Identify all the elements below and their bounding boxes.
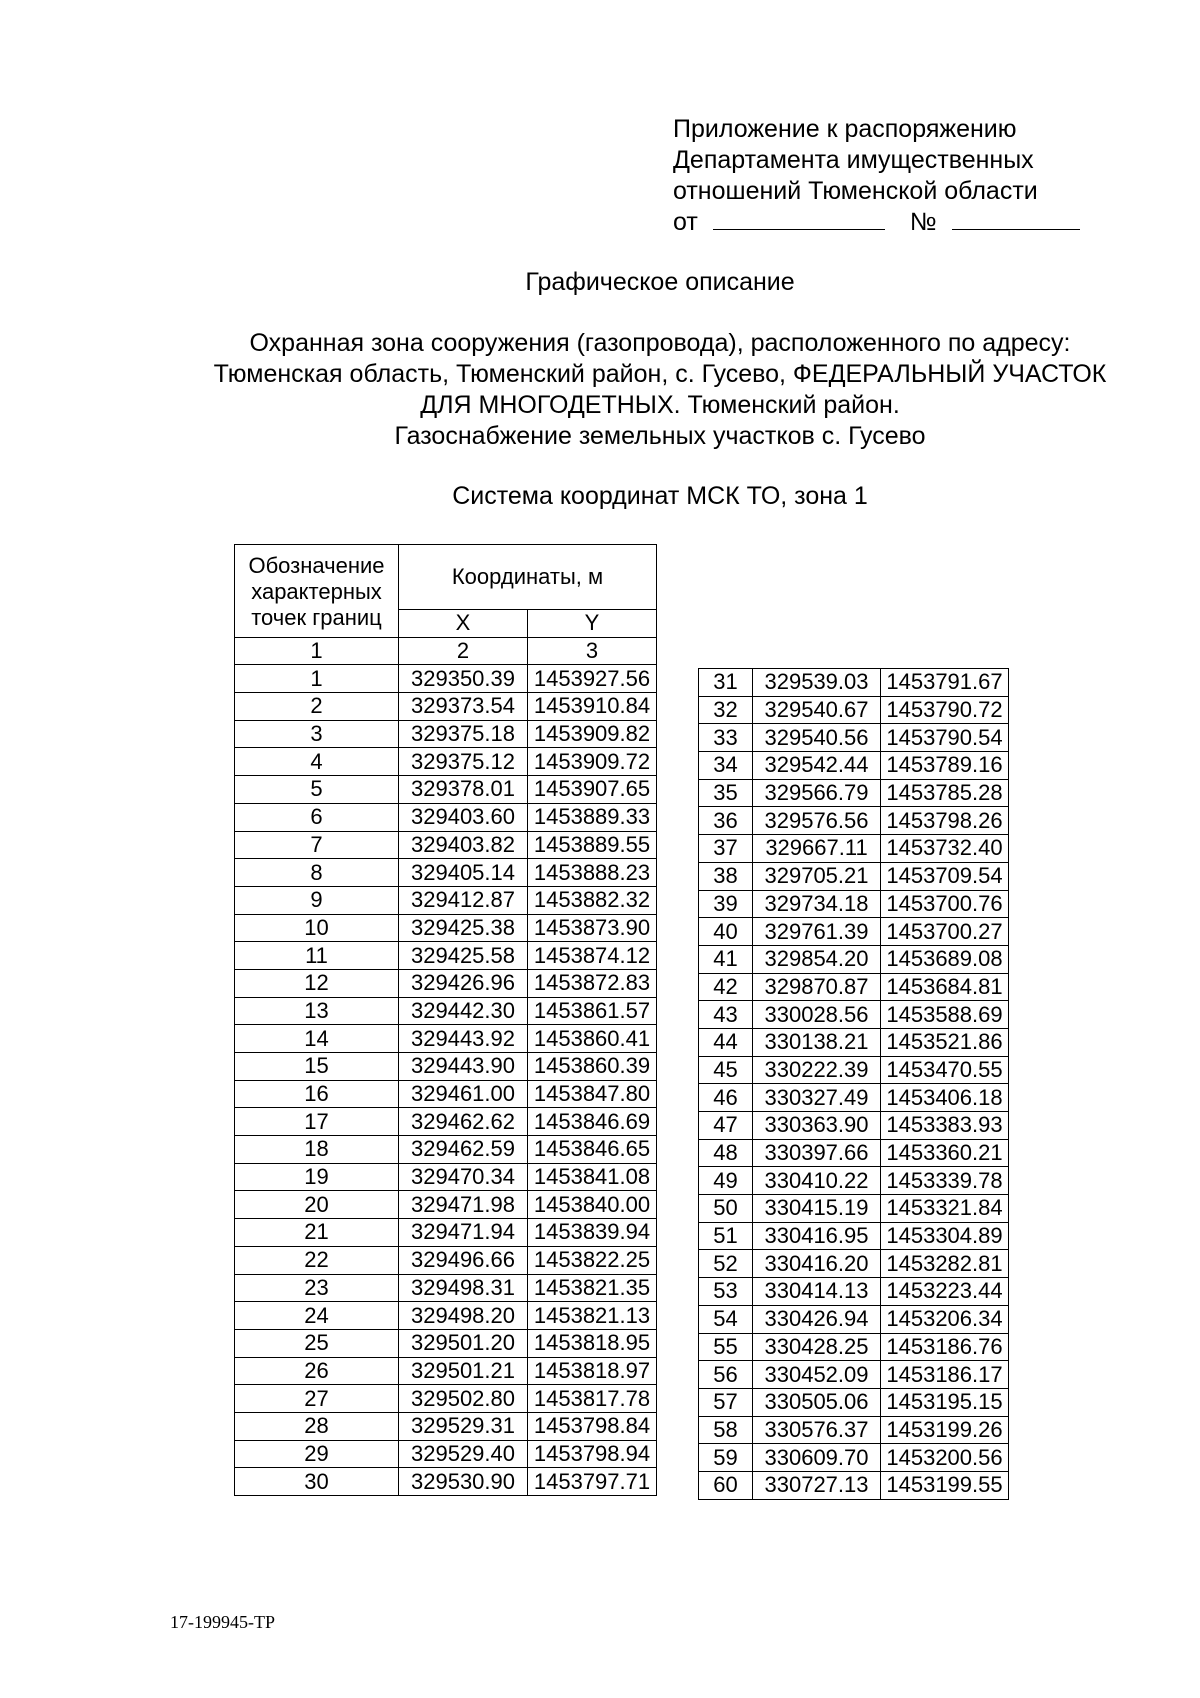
point-number-cell: 33 [699,724,753,752]
x-coordinate-cell: 329498.31 [399,1274,528,1302]
y-coordinate-cell: 1453882.32 [528,886,657,914]
y-coordinate-cell: 1453789.16 [881,752,1009,780]
table-row [699,1084,1009,1112]
point-number-cell: 52 [699,1250,753,1278]
point-number-cell: 10 [235,914,399,942]
x-coordinate-cell: 329375.18 [399,720,528,748]
y-coordinate-cell: 1453860.41 [528,1025,657,1053]
x-coordinate-cell: 329378.01 [399,776,528,804]
header-coords-cell: Координаты, м [399,545,657,610]
table-row [235,1468,657,1496]
x-coordinate-cell: 329403.82 [399,831,528,859]
table-row [699,1056,1009,1084]
y-coordinate-cell: 1453818.95 [528,1329,657,1357]
x-coordinate-cell: 330415.19 [753,1195,881,1223]
x-coordinate-cell: 330609.70 [753,1444,881,1472]
appendix-line-3: отношений Тюменской области [673,177,1038,205]
table-row [699,973,1009,1001]
x-coordinate-cell: 329667.11 [753,835,881,863]
x-coordinate-cell: 329425.38 [399,914,528,942]
point-number-cell: 22 [235,1246,399,1274]
point-number-cell: 40 [699,918,753,946]
x-coordinate-cell: 330416.95 [753,1222,881,1250]
y-coordinate-cell: 1453700.27 [881,918,1009,946]
table-row [699,1278,1009,1306]
point-number-cell: 60 [699,1471,753,1499]
point-number-cell: 29 [235,1440,399,1468]
table-row [235,665,657,693]
point-number-cell: 26 [235,1357,399,1385]
y-coordinate-cell: 1453841.08 [528,1163,657,1191]
x-coordinate-cell: 329405.14 [399,859,528,887]
point-number-cell: 31 [699,669,753,697]
point-number-cell: 14 [235,1025,399,1053]
x-coordinate-cell: 330138.21 [753,1028,881,1056]
y-coordinate-cell: 1453847.80 [528,1080,657,1108]
appendix-header [673,114,1080,238]
x-coordinate-cell: 329442.30 [399,997,528,1025]
x-coordinate-cell: 330452.09 [753,1361,881,1389]
table-row [699,1167,1009,1195]
point-number-cell: 30 [235,1468,399,1496]
page-title: Графическое описание [525,268,795,296]
colnum-cell: 3 [528,637,657,665]
x-coordinate-cell: 329705.21 [753,862,881,890]
y-coordinate-cell: 1453874.12 [528,942,657,970]
table-row [235,1440,657,1468]
point-number-cell: 58 [699,1416,753,1444]
x-coordinate-cell: 330426.94 [753,1305,881,1333]
point-number-cell: 19 [235,1163,399,1191]
table-row [235,1025,657,1053]
point-number-cell: 59 [699,1444,753,1472]
table-row [235,1385,657,1413]
x-coordinate-cell: 329761.39 [753,918,881,946]
table-row [699,1361,1009,1389]
point-number-cell: 4 [235,748,399,776]
y-coordinate-cell: 1453861.57 [528,997,657,1025]
x-coordinate-cell: 329443.90 [399,1053,528,1081]
x-coordinate-cell: 329462.59 [399,1136,528,1164]
table-row [699,1250,1009,1278]
y-coordinate-cell: 1453822.25 [528,1246,657,1274]
x-coordinate-cell: 330327.49 [753,1084,881,1112]
header-y-cell: Y [528,610,657,638]
point-number-cell: 44 [699,1028,753,1056]
point-number-cell: 45 [699,1056,753,1084]
x-coordinate-cell: 330028.56 [753,1001,881,1029]
x-coordinate-cell: 329501.21 [399,1357,528,1385]
y-coordinate-cell: 1453186.17 [881,1361,1009,1389]
point-number-cell: 24 [235,1302,399,1330]
table-row [699,862,1009,890]
x-coordinate-cell: 329350.39 [399,665,528,693]
date-blank [713,209,885,230]
point-number-cell: 12 [235,969,399,997]
y-coordinate-cell: 1453821.13 [528,1302,657,1330]
x-coordinate-cell: 330222.39 [753,1056,881,1084]
y-coordinate-cell: 1453821.35 [528,1274,657,1302]
header-point-label: Обозначение характерных точек границ [248,552,385,630]
y-coordinate-cell: 1453709.54 [881,862,1009,890]
x-coordinate-cell: 329870.87 [753,973,881,1001]
x-coordinate-cell: 329501.20 [399,1329,528,1357]
table-row [235,1357,657,1385]
x-coordinate-cell: 329854.20 [753,945,881,973]
y-coordinate-cell: 1453470.55 [881,1056,1009,1084]
table-row [699,918,1009,946]
y-coordinate-cell: 1453321.84 [881,1195,1009,1223]
table-row [699,1001,1009,1029]
table-row [235,1246,657,1274]
y-coordinate-cell: 1453304.89 [881,1222,1009,1250]
y-coordinate-cell: 1453206.34 [881,1305,1009,1333]
y-coordinate-cell: 1453860.39 [528,1053,657,1081]
x-coordinate-cell: 329461.00 [399,1080,528,1108]
y-coordinate-cell: 1453889.55 [528,831,657,859]
point-number-cell: 9 [235,886,399,914]
y-coordinate-cell: 1453700.76 [881,890,1009,918]
table-colnum-row [235,637,657,665]
point-number-cell: 47 [699,1112,753,1140]
appendix-line-1: Приложение к распоряжению [673,115,1017,143]
header-x-cell: X [399,610,528,638]
point-number-cell: 16 [235,1080,399,1108]
table-row [699,779,1009,807]
table-row [235,914,657,942]
y-coordinate-cell: 1453798.26 [881,807,1009,835]
document-code: 17-199945-ТР [170,1612,275,1632]
y-coordinate-cell: 1453889.33 [528,803,657,831]
y-coordinate-cell: 1453839.94 [528,1219,657,1247]
table-row [235,831,657,859]
x-coordinate-cell: 329403.60 [399,803,528,831]
x-coordinate-cell: 329425.58 [399,942,528,970]
y-coordinate-cell: 1453199.26 [881,1416,1009,1444]
table-row [235,1136,657,1164]
x-coordinate-cell: 329412.87 [399,886,528,914]
table-row [235,969,657,997]
point-number-cell: 36 [699,807,753,835]
point-number-cell: 1 [235,665,399,693]
table-row [699,1416,1009,1444]
point-number-cell: 25 [235,1329,399,1357]
table-row [699,945,1009,973]
x-coordinate-cell: 329539.03 [753,669,881,697]
y-coordinate-cell: 1453199.55 [881,1471,1009,1499]
x-coordinate-cell: 330576.37 [753,1416,881,1444]
point-number-cell: 37 [699,835,753,863]
x-coordinate-cell: 329496.66 [399,1246,528,1274]
number-blank [952,209,1080,230]
object-line-2: Тюменская область, Тюменский район, с. Гусево, ФЕДЕРАЛЬНЫЙ УЧАСТОК [213,360,1107,388]
point-number-cell: 13 [235,997,399,1025]
table-row [235,1274,657,1302]
table-row [235,942,657,970]
point-number-cell: 3 [235,720,399,748]
x-coordinate-cell: 329542.44 [753,752,881,780]
y-coordinate-cell: 1453684.81 [881,973,1009,1001]
object-line-3: ДЛЯ МНОГОДЕТНЫХ. Тюменский район. [420,391,900,419]
x-coordinate-cell: 329471.94 [399,1219,528,1247]
x-coordinate-cell: 330363.90 [753,1112,881,1140]
point-number-cell: 56 [699,1361,753,1389]
point-number-cell: 6 [235,803,399,831]
y-coordinate-cell: 1453790.72 [881,696,1009,724]
header-point-cell [235,545,399,638]
point-number-cell: 48 [699,1139,753,1167]
table-header-row [235,545,657,610]
y-coordinate-cell: 1453200.56 [881,1444,1009,1472]
table-row [235,803,657,831]
y-coordinate-cell: 1453907.65 [528,776,657,804]
point-number-cell: 57 [699,1388,753,1416]
table-row [699,724,1009,752]
table-row [235,886,657,914]
colnum-cell: 2 [399,637,528,665]
y-coordinate-cell: 1453797.71 [528,1468,657,1496]
appendix-date-line [673,207,1080,238]
point-number-cell: 23 [235,1274,399,1302]
point-number-cell: 2 [235,693,399,721]
x-coordinate-cell: 330416.20 [753,1250,881,1278]
table-row [235,1108,657,1136]
object-description [0,328,1200,452]
table-row [235,1329,657,1357]
point-number-cell: 51 [699,1222,753,1250]
point-number-cell: 35 [699,779,753,807]
table-row [699,1112,1009,1140]
table-row [699,1388,1009,1416]
point-number-cell: 8 [235,859,399,887]
y-coordinate-cell: 1453872.83 [528,969,657,997]
x-coordinate-cell: 329470.34 [399,1163,528,1191]
coordinates-table-left [234,544,657,1496]
y-coordinate-cell: 1453817.78 [528,1385,657,1413]
coordinates-table-right [698,668,1009,1500]
x-coordinate-cell: 330505.06 [753,1388,881,1416]
table-row [235,1163,657,1191]
table-row [235,1302,657,1330]
table-row [699,1028,1009,1056]
table-row [699,835,1009,863]
point-number-cell: 34 [699,752,753,780]
y-coordinate-cell: 1453521.86 [881,1028,1009,1056]
y-coordinate-cell: 1453732.40 [881,835,1009,863]
point-number-cell: 46 [699,1084,753,1112]
y-coordinate-cell: 1453873.90 [528,914,657,942]
point-number-cell: 54 [699,1305,753,1333]
object-line-4: Газоснабжение земельных участков с. Гусево [394,422,926,450]
y-coordinate-cell: 1453223.44 [881,1278,1009,1306]
y-coordinate-cell: 1453689.08 [881,945,1009,973]
point-number-cell: 42 [699,973,753,1001]
x-coordinate-cell: 329373.54 [399,693,528,721]
number-prefix: № [909,208,937,236]
table-row [699,1333,1009,1361]
appendix-line-2: Департамента имущественных [673,146,1034,174]
coordinate-system-title: Система координат МСК ТО, зона 1 [452,482,868,510]
x-coordinate-cell: 329734.18 [753,890,881,918]
point-number-cell: 32 [699,696,753,724]
x-coordinate-cell: 329443.92 [399,1025,528,1053]
table-row [235,748,657,776]
table-row [699,1139,1009,1167]
y-coordinate-cell: 1453791.67 [881,669,1009,697]
point-number-cell: 49 [699,1167,753,1195]
point-number-cell: 41 [699,945,753,973]
y-coordinate-cell: 1453818.97 [528,1357,657,1385]
point-number-cell: 38 [699,862,753,890]
point-number-cell: 39 [699,890,753,918]
table-row [699,1195,1009,1223]
y-coordinate-cell: 1453282.81 [881,1250,1009,1278]
y-coordinate-cell: 1453339.78 [881,1167,1009,1195]
table-row [699,669,1009,697]
object-line-1: Охранная зона сооружения (газопровода), расположенного по адресу: [249,329,1071,357]
point-number-cell: 7 [235,831,399,859]
x-coordinate-cell: 329540.67 [753,696,881,724]
y-coordinate-cell: 1453383.93 [881,1112,1009,1140]
table-row [699,1222,1009,1250]
y-coordinate-cell: 1453195.15 [881,1388,1009,1416]
table-row [699,1471,1009,1499]
x-coordinate-cell: 330410.22 [753,1167,881,1195]
point-number-cell: 5 [235,776,399,804]
y-coordinate-cell: 1453798.84 [528,1412,657,1440]
x-coordinate-cell: 329529.31 [399,1412,528,1440]
x-coordinate-cell: 330414.13 [753,1278,881,1306]
point-number-cell: 55 [699,1333,753,1361]
point-number-cell: 11 [235,942,399,970]
x-coordinate-cell: 330397.66 [753,1139,881,1167]
table-row [699,890,1009,918]
point-number-cell: 27 [235,1385,399,1413]
date-prefix: от [673,208,698,236]
point-number-cell: 17 [235,1108,399,1136]
x-coordinate-cell: 329375.12 [399,748,528,776]
point-number-cell: 15 [235,1053,399,1081]
table-row [235,1412,657,1440]
y-coordinate-cell: 1453186.76 [881,1333,1009,1361]
y-coordinate-cell: 1453798.94 [528,1440,657,1468]
y-coordinate-cell: 1453785.28 [881,779,1009,807]
y-coordinate-cell: 1453846.65 [528,1136,657,1164]
point-number-cell: 18 [235,1136,399,1164]
x-coordinate-cell: 330727.13 [753,1471,881,1499]
table-row [699,1444,1009,1472]
table-row [235,1191,657,1219]
y-coordinate-cell: 1453909.72 [528,748,657,776]
y-coordinate-cell: 1453910.84 [528,693,657,721]
table-row [235,693,657,721]
table-row [699,696,1009,724]
x-coordinate-cell: 329462.62 [399,1108,528,1136]
point-number-cell: 50 [699,1195,753,1223]
x-coordinate-cell: 329502.80 [399,1385,528,1413]
y-coordinate-cell: 1453909.82 [528,720,657,748]
y-coordinate-cell: 1453360.21 [881,1139,1009,1167]
table-row [699,807,1009,835]
x-coordinate-cell: 329530.90 [399,1468,528,1496]
x-coordinate-cell: 330428.25 [753,1333,881,1361]
table-row [235,1080,657,1108]
y-coordinate-cell: 1453927.56 [528,665,657,693]
table-row [235,1219,657,1247]
point-number-cell: 20 [235,1191,399,1219]
y-coordinate-cell: 1453888.23 [528,859,657,887]
table-row [235,997,657,1025]
y-coordinate-cell: 1453840.00 [528,1191,657,1219]
table-row [235,720,657,748]
point-number-cell: 21 [235,1219,399,1247]
colnum-cell: 1 [235,637,399,665]
y-coordinate-cell: 1453406.18 [881,1084,1009,1112]
table-row [235,859,657,887]
table-row [235,1053,657,1081]
table-row [699,752,1009,780]
x-coordinate-cell: 329471.98 [399,1191,528,1219]
x-coordinate-cell: 329426.96 [399,969,528,997]
x-coordinate-cell: 329540.56 [753,724,881,752]
point-number-cell: 53 [699,1278,753,1306]
y-coordinate-cell: 1453846.69 [528,1108,657,1136]
x-coordinate-cell: 329498.20 [399,1302,528,1330]
table-row [235,776,657,804]
point-number-cell: 28 [235,1412,399,1440]
x-coordinate-cell: 329529.40 [399,1440,528,1468]
x-coordinate-cell: 329566.79 [753,779,881,807]
y-coordinate-cell: 1453588.69 [881,1001,1009,1029]
point-number-cell: 43 [699,1001,753,1029]
table-row [699,1305,1009,1333]
x-coordinate-cell: 329576.56 [753,807,881,835]
y-coordinate-cell: 1453790.54 [881,724,1009,752]
